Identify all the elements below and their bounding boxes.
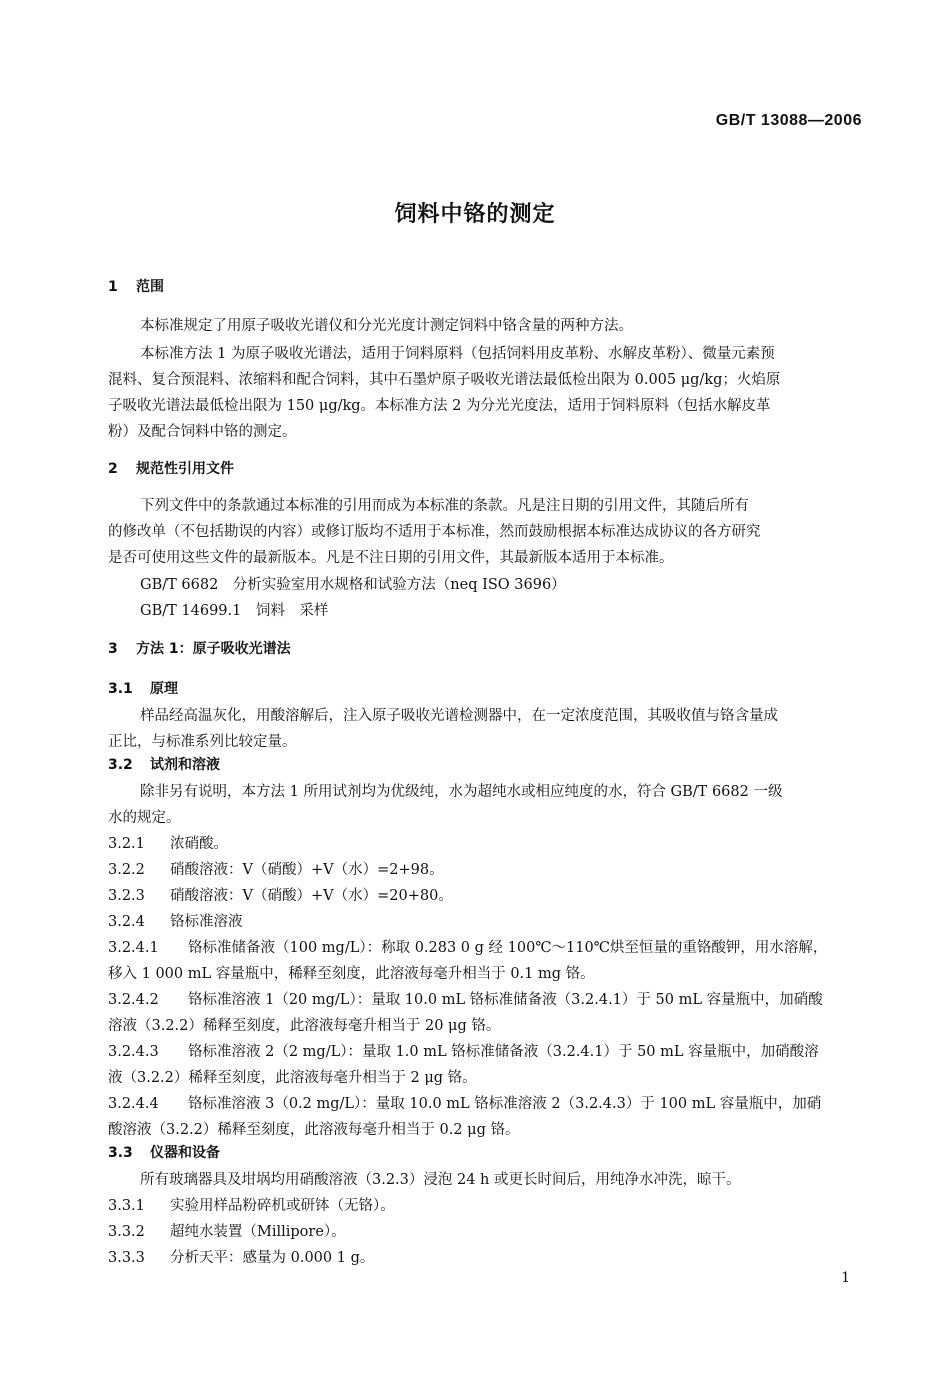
section-3-3-heading: 3.3 仪器和设备	[108, 1145, 220, 1161]
section-3-1-paragraph-line-1: 样品经高温灰化，用酸溶解后，注入原子吸收光谱检测器中，在一定浓度范围，其吸收值与铬含量成	[140, 708, 778, 724]
clause-3-2-2: 3.2.2 硝酸溶液：V（硝酸）+V（水）=2+98。	[108, 862, 444, 878]
section-3-2-paragraph-line-1: 除非另有说明，本方法 1 所用试剂均为优级纯，水为超纯水或相应纯度的水，符合 GB/T 6682 一级	[140, 784, 783, 800]
clause-3-2-4-3-line-1: 3.2.4.3 铬标准溶液 2（2 mg/L）：量取 1.0 mL 铬标准储备液（3.2.4.1）于 50 mL 容量瓶中，加硝酸溶	[108, 1044, 819, 1060]
clause-3-2-3: 3.2.3 硝酸溶液：V（硝酸）+V（水）=20+80。	[108, 888, 453, 904]
section-1-paragraph-2-line-1: 本标准方法 1 为原子吸收光谱法，适用于饲料原料（包括饲料用皮革粉、水解皮革粉）、微量元素预	[140, 346, 775, 362]
section-3-2-heading: 3.2 试剂和溶液	[108, 757, 220, 773]
section-3-1-heading: 3.1 原理	[108, 681, 178, 697]
section-1-paragraph-1: 本标准规定了用原子吸收光谱仪和分光光度计测定饲料中铬含量的两种方法。	[140, 318, 633, 334]
clause-3-2-4-4-line-1: 3.2.4.4 铬标准溶液 3（0.2 mg/L）：量取 10.0 mL 铬标准溶液 2（3.2.4.3）于 100 mL 容量瓶中，加硝	[108, 1096, 822, 1112]
clause-3-2-4-4-line-2: 酸溶液（3.2.2）稀释至刻度，此溶液每毫升相当于 0.2 μg 铬。	[108, 1122, 520, 1138]
section-2-paragraph-line-1: 下列文件中的条款通过本标准的引用而成为本标准的条款。凡是注日期的引用文件，其随后所有	[140, 498, 749, 514]
clause-3-3-2: 3.3.2 超纯水装置（Millipore）。	[108, 1224, 346, 1240]
section-2-heading: 2 规范性引用文件	[108, 461, 234, 477]
clause-3-2-4-3-line-2: 液（3.2.2）稀释至刻度，此溶液每毫升相当于 2 μg 铬。	[108, 1070, 477, 1086]
section-3-heading: 3 方法 1：原子吸收光谱法	[108, 641, 291, 657]
section-3-1-paragraph-line-2: 正比，与标准系列比较定量。	[108, 734, 297, 750]
clause-3-2-4-1-line-1: 3.2.4.1 铬标准储备液（100 mg/L）：称取 0.283 0 g 经 100℃～110℃烘至恒量的重铬酸钾，用水溶解，	[108, 940, 828, 956]
section-1-heading: 1 范围	[108, 279, 164, 295]
clause-3-3-1: 3.3.1 实验用样品粉碎机或研钵（无铬）。	[108, 1198, 395, 1214]
clause-3-2-4-2-line-1: 3.2.4.2 铬标准溶液 1（20 mg/L）：量取 10.0 mL 铬标准储备液（3.2.4.1）于 50 mL 容量瓶中，加硝酸	[108, 992, 823, 1008]
clause-3-2-4-2-line-2: 溶液（3.2.2）稀释至刻度，此溶液每毫升相当于 20 μg 铬。	[108, 1018, 501, 1034]
section-1-paragraph-2-line-3: 子吸收光谱法最低检出限为 150 μg/kg。本标准方法 2 为分光光度法，适用于饲料原料（包括水解皮革	[108, 398, 771, 414]
section-2-paragraph-line-3: 是否可使用这些文件的最新版本。凡是不注日期的引用文件，其最新版本适用于本标准。	[108, 550, 674, 566]
page-title: 饲料中铬的测定	[394, 202, 556, 227]
section-2-paragraph-line-2: 的修改单（不包括勘误的内容）或修订版均不适用于本标准，然而鼓励根据本标准达成协议的各方研究	[108, 524, 761, 540]
reference-1: GB/T 6682 分析实验室用水规格和试验方法（neq ISO 3696）	[140, 577, 566, 593]
standard-number: GB/T 13088—2006	[715, 112, 862, 129]
section-1-paragraph-2-line-2: 混料、复合预混料、浓缩料和配合饲料，其中石墨炉原子吸收光谱法最低检出限为 0.005 μg/kg；火焰原	[108, 372, 781, 388]
clause-3-3-3: 3.3.3 分析天平：感量为 0.000 1 g。	[108, 1250, 375, 1266]
reference-2: GB/T 14699.1 饲料 采样	[140, 603, 329, 619]
section-3-3-paragraph: 所有玻璃器具及坩埚均用硝酸溶液（3.2.3）浸泡 24 h 或更长时间后，用纯净水冲洗，晾干。	[140, 1172, 741, 1188]
section-1-paragraph-2-line-4: 粉）及配合饲料中铬的测定。	[108, 424, 297, 440]
clause-3-2-4-1-line-2: 移入 1 000 mL 容量瓶中，稀释至刻度，此溶液每毫升相当于 0.1 mg 铬。	[108, 966, 595, 982]
clause-3-2-4: 3.2.4 铬标准溶液	[108, 914, 243, 930]
page-number: 1	[841, 1270, 850, 1286]
section-3-2-paragraph-line-2: 水的规定。	[108, 810, 181, 826]
clause-3-2-1: 3.2.1 浓硝酸。	[108, 836, 228, 852]
